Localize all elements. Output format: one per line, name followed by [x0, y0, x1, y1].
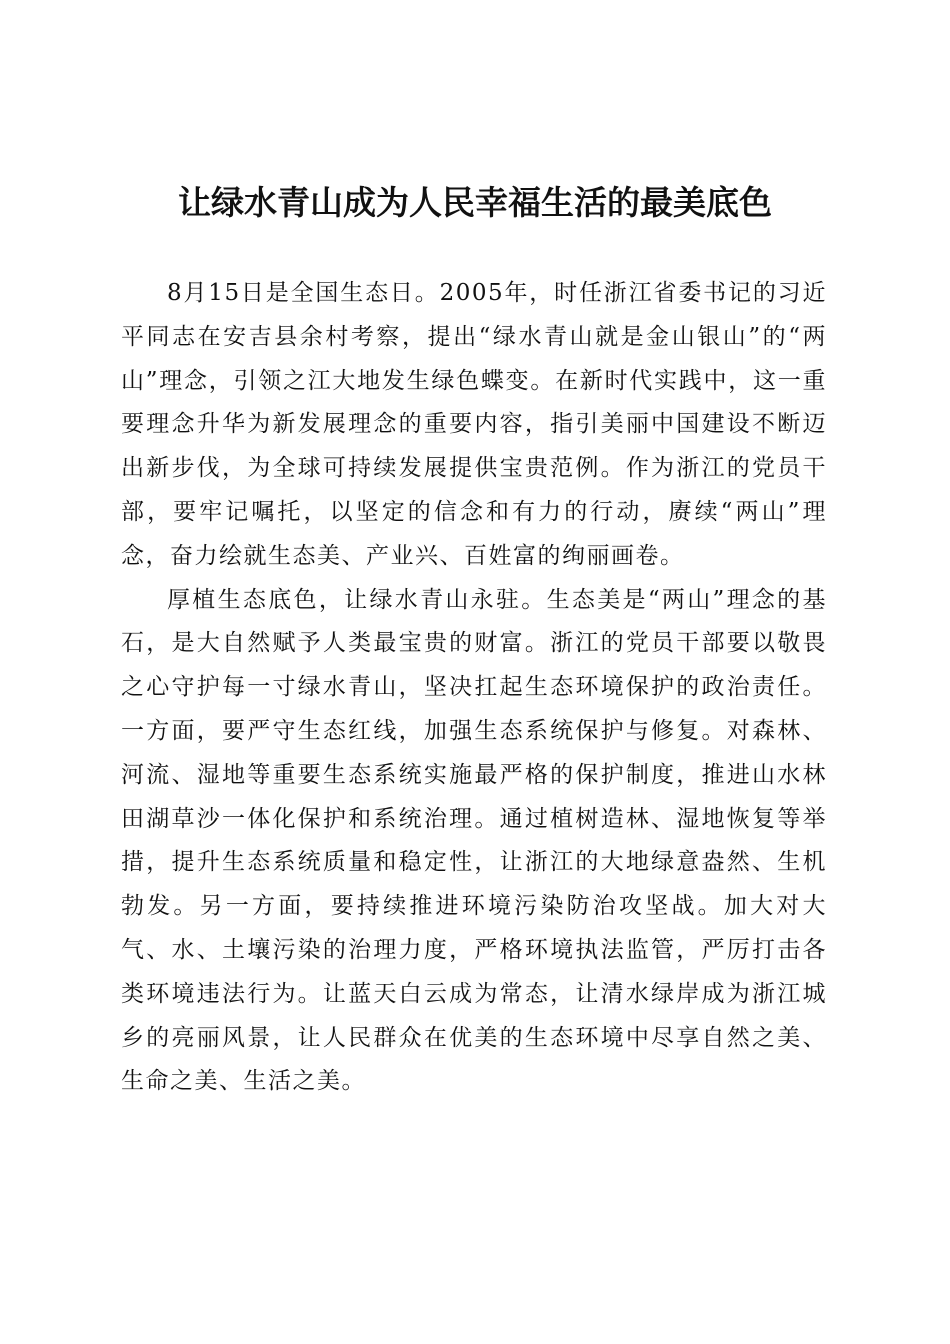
- paragraph-ecology: 厚植生态底色，让绿水青山永驻。生态美是“两山”理念的基石，是大自然赋予人类最宝贵的财富。浙江的党员干部要以敬畏之心守护每一寸绿水青山，坚决扛起生态环境保护的政治责任。一方面，要严守生态红线，加强生态系统保护与修复。对森林、河流、湿地等重要生态系统实施最严格的保护制度，推进山水林田湖草沙一体化保护和系统治理。通过植树造林、湿地恢复等举措，提升生态系统质量和稳定性，让浙江的大地绿意盎然、生机勃发。另一方面，要持续推进环境污染防治攻坚战。加大对大气、水、土壤污染的治理力度，严格环境执法监管，严厉打击各类环境违法行为。让蓝天白云成为常态，让清水绿岸成为浙江城乡的亮丽风景，让人民群众在优美的生态环境中尽享自然之美、生命之美、生活之美。: [121, 586, 827, 1095]
- document-body: [121, 272, 827, 1104]
- document-title: 让绿水青山成为人民幸福生活的最美底色: [178, 183, 772, 222]
- paragraph-intro: 8月15日是全国生态日。2005年，时任浙江省委书记的习近平同志在安吉县余村考察，提出“绿水青山就是金山银山”的“两山”理念，引领之江大地发生绿色蝶变。在新时代实践中，这一重要理念升华为新发展理念的重要内容，指引美丽中国建设不断迈出新步伐，为全球可持续发展提供宝贵范例。作为浙江的党员干部，要牢记嘱托，以坚定的信念和有力的行动，赓续“两山”理念，奋力绘就生态美、产业兴、百姓富的绚丽画卷。: [121, 280, 827, 569]
